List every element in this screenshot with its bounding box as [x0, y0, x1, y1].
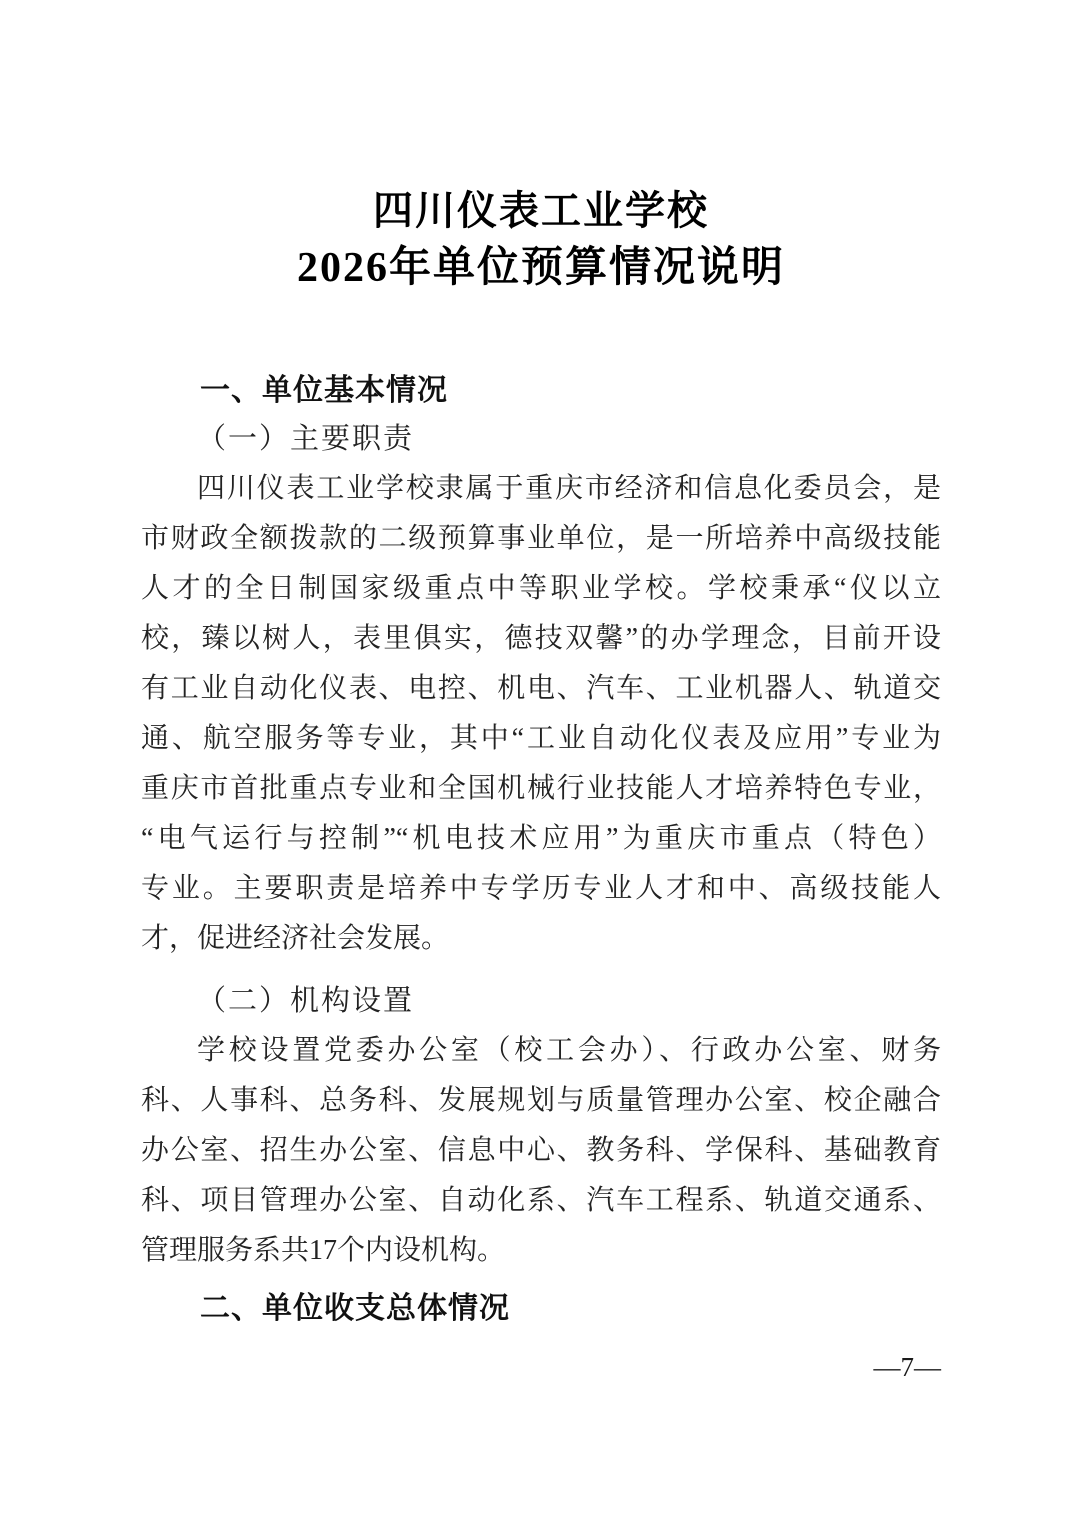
text-line: “电气运行与控制”“机电技术应用”为重庆市重点（特色） — [141, 823, 941, 854]
text-line: 市财政全额拨款的二级预算事业单位，是一所培养中高级技能 — [141, 523, 941, 554]
page-number: —7— — [873, 1352, 941, 1382]
section1-heading: 一、单位基本情况 — [200, 374, 448, 407]
text-line: 专业。主要职责是培养中专学历专业人才和中、高级技能人 — [141, 873, 941, 904]
text-line: 科、项目管理办公室、自动化系、汽车工程系、轨道交通系、 — [141, 1185, 941, 1216]
text-line: 管理服务系共17个内设机构。 — [141, 1235, 506, 1266]
text-line: 科、人事科、总务科、发展规划与质量管理办公室、校企融合 — [141, 1085, 941, 1116]
text-line: 人才的全日制国家级重点中等职业学校。学校秉承“仪以立 — [141, 573, 941, 604]
section2-heading: 二、单位收支总体情况 — [200, 1292, 510, 1325]
subsection1-paragraph — [141, 464, 941, 964]
text-line: 四川仪表工业学校隶属于重庆市经济和信息化委员会，是 — [197, 473, 941, 504]
subsection2-heading: （二）机构设置 — [197, 985, 415, 1017]
text-line: 通、航空服务等专业，其中“工业自动化仪表及应用”专业为 — [141, 723, 941, 754]
subsection1-heading: （一）主要职责 — [197, 423, 415, 455]
subsection2-paragraph — [141, 1026, 941, 1276]
text-line: 重庆市首批重点专业和全国机械行业技能人才培养特色专业， — [141, 773, 941, 804]
text-line: 校，臻以树人，表里俱实，德技双馨”的办学理念，目前开设 — [141, 623, 941, 654]
text-line: 办公室、招生办公室、信息中心、教务科、学保科、基础教育 — [141, 1135, 941, 1166]
document-content — [141, 0, 941, 1330]
text-line: 学校设置党委办公室（校工会办）、行政办公室、财务 — [197, 1035, 941, 1066]
text-line: 有工业自动化仪表、电控、机电、汽车、工业机器人、轨道交 — [141, 673, 941, 704]
text-line: 才，促进经济社会发展。 — [141, 923, 450, 954]
document-title-line2: 2026年单位预算情况说明 — [296, 245, 785, 291]
document-title-line1: 四川仪表工业学校 — [373, 188, 709, 233]
